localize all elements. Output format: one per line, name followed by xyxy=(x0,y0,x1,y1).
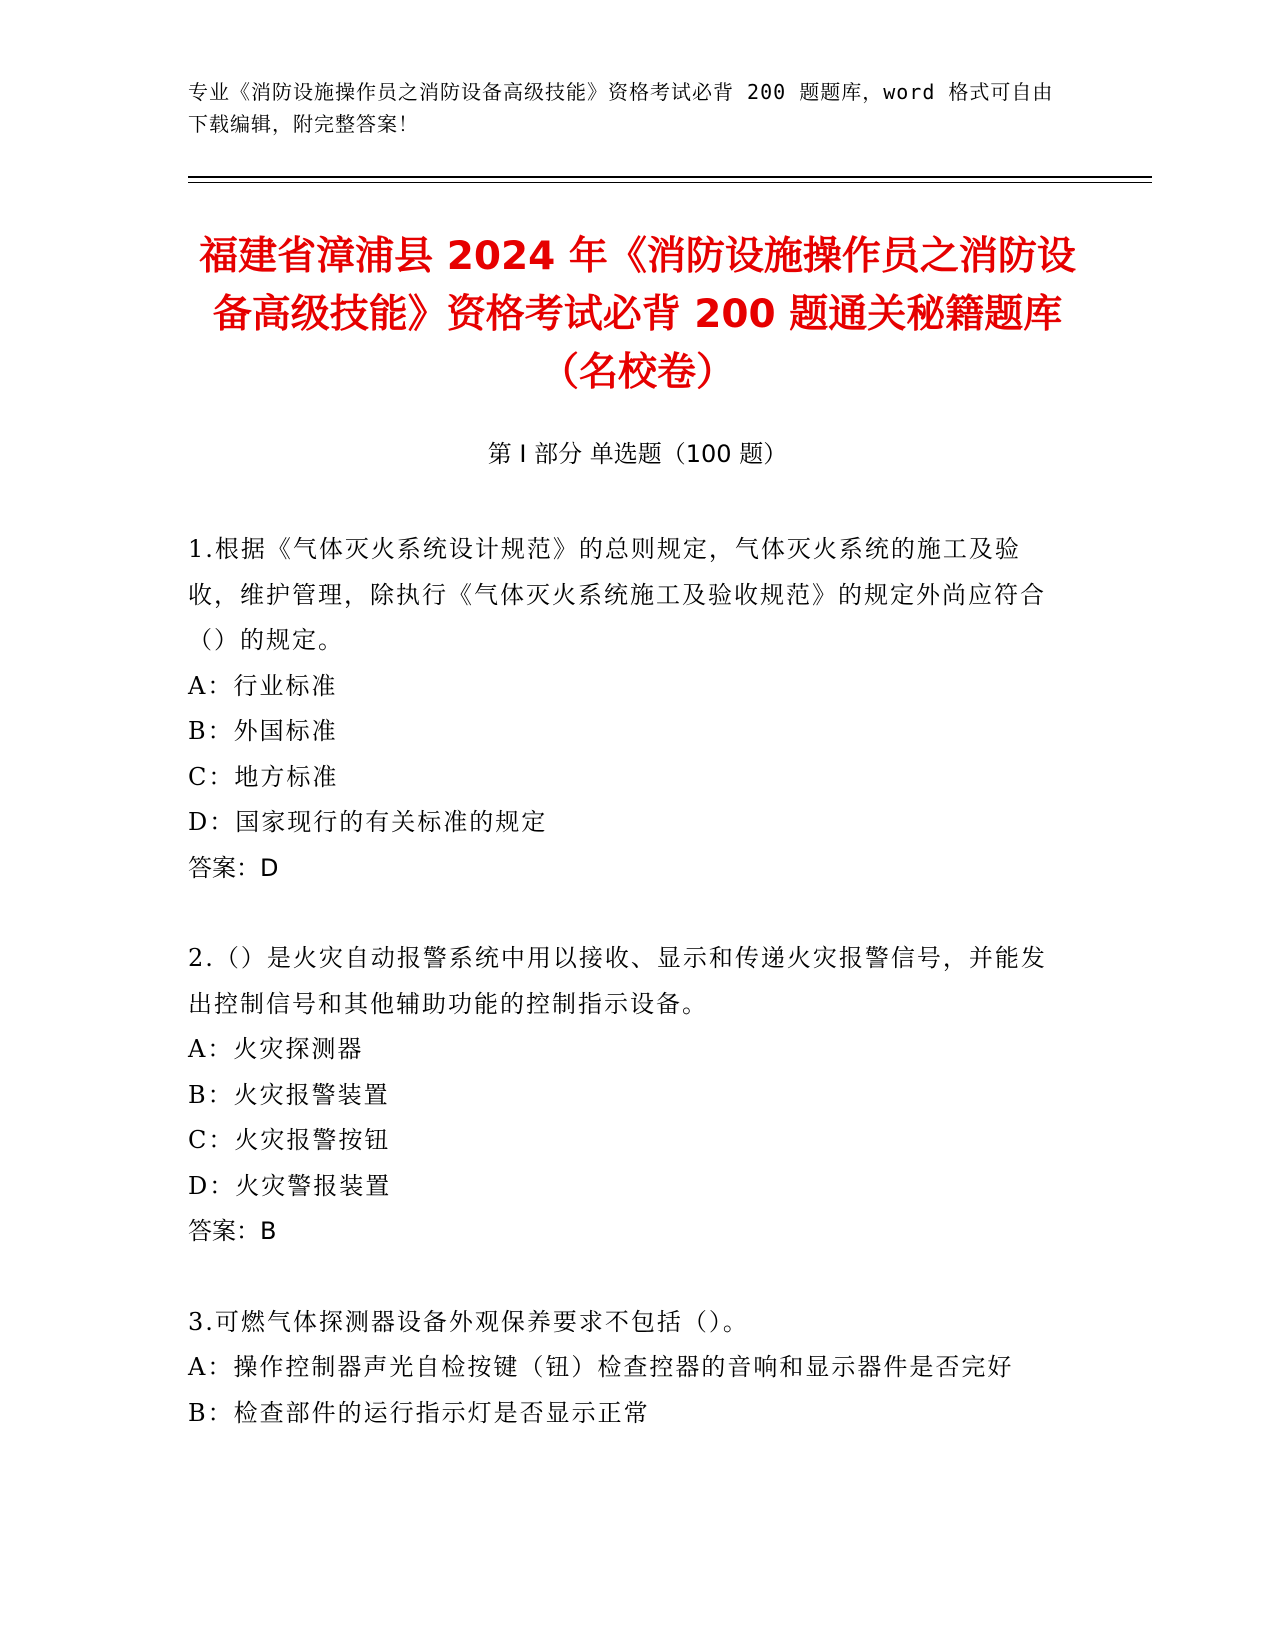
option-a: A：行业标准 xyxy=(188,671,338,700)
option-b: B：外国标准 xyxy=(188,717,338,745)
question-1 xyxy=(188,527,1068,891)
document-title: 福建省漳浦县 2024 年《消防设施操作员之消防设备高级技能》资格考试必背 200 题通关秘籍题库（名校卷） xyxy=(199,234,1076,395)
option-a: A：操作控制器声光自检按键（钮）检查控器的音响和显示器件是否完好 xyxy=(188,1353,1014,1381)
option-b: B：检查部件的运行指示灯是否显示正常 xyxy=(188,1398,650,1427)
question-3 xyxy=(188,1300,1068,1437)
answer: 答案：D xyxy=(188,853,279,882)
question-list xyxy=(188,527,1068,1481)
question-2 xyxy=(188,936,1068,1255)
header-divider-thin xyxy=(188,182,1152,183)
option-b: B：火灾报警装置 xyxy=(188,1080,390,1109)
header-divider-thick xyxy=(188,176,1152,178)
option-d: D：火灾警报装置 xyxy=(188,1171,392,1200)
section-title: 第 I 部分 单选题（100 题） xyxy=(487,440,788,468)
header-note: 专业《消防设施操作员之消防设备高级技能》资格考试必背 200 题题库，word 格式可自由下载编辑，附完整答案！ xyxy=(188,80,1054,136)
question-text: 2.（）是火灾自动报警系统中用以接收、显示和传递火灾报警信号，并能发出控制信号和其他辅助功能的控制指示设备。 xyxy=(188,944,1047,1018)
option-a: A：火灾探测器 xyxy=(188,1035,364,1063)
question-text: 1.根据《气体灭火系统设计规范》的总则规定，气体灭火系统的施工及验收，维护管理，除执行《气体灭火系统施工及验收规范》的规定外尚应符合（）的规定。 xyxy=(188,535,1046,654)
question-text: 3.可燃气体探测器设备外观保养要求不包括（）。 xyxy=(188,1307,749,1336)
option-c: C：火灾报警按钮 xyxy=(188,1126,391,1154)
option-c: C：地方标准 xyxy=(188,762,339,791)
answer: 答案：B xyxy=(188,1217,277,1245)
option-d: D：国家现行的有关标准的规定 xyxy=(188,808,548,836)
